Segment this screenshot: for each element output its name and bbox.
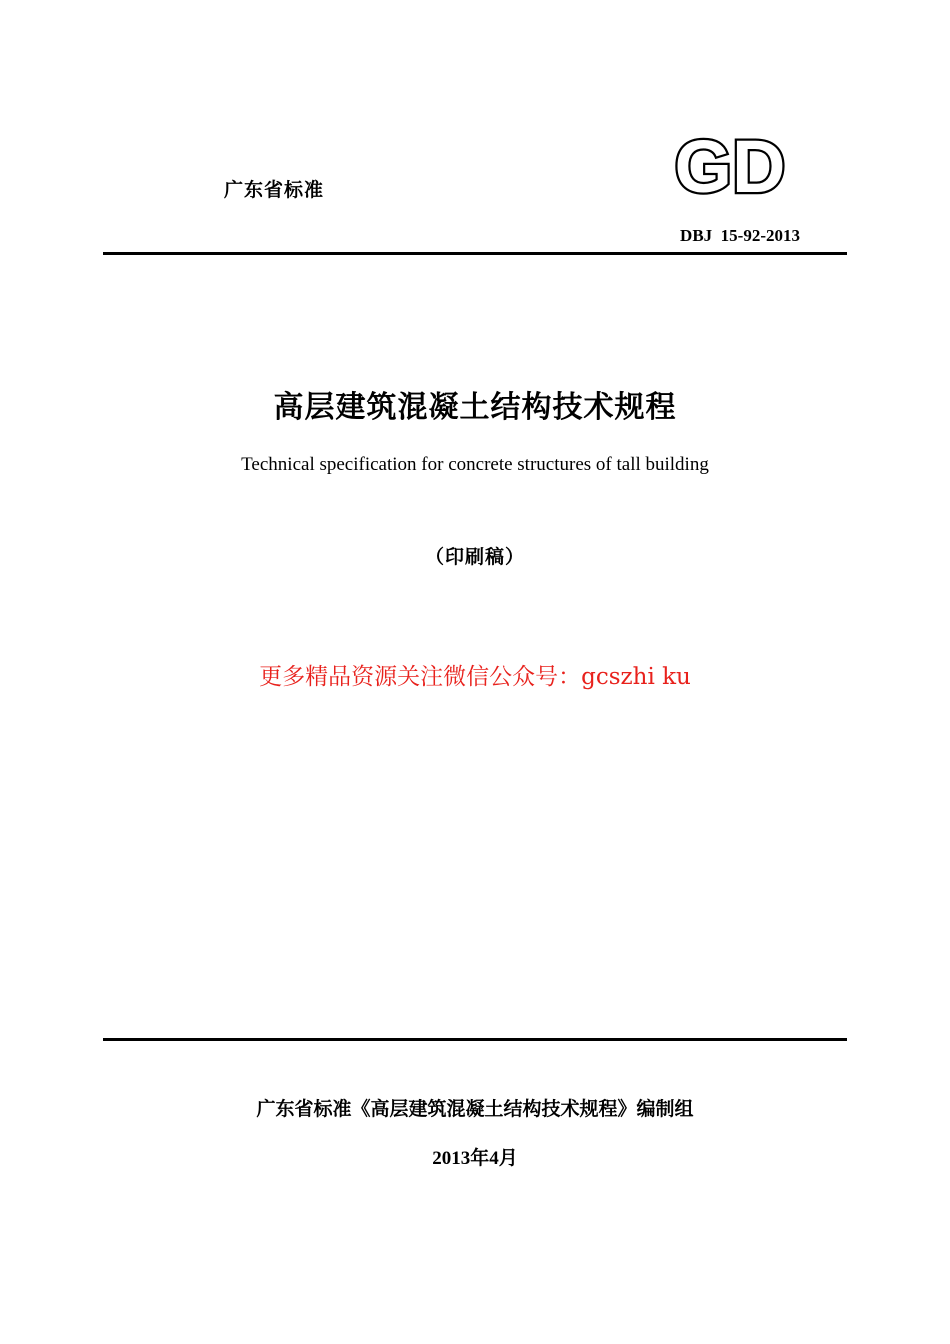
bottom-divider [103,1038,847,1041]
top-divider [103,252,847,255]
gd-logo-text: GD [674,134,786,200]
draft-label: （印刷稿） [424,546,525,568]
compiler-credit: 广东省标准《高层建筑混凝土结构技术规程》编制组 [256,1098,694,1120]
document-title-en: Technical specification for concrete structures of tall building [241,454,709,475]
promo-text: 更多精品资源关注微信公众号：gcszhi ku [259,664,691,690]
publication-date: 2013年4月 [432,1148,518,1169]
standard-code: DBJ 15-92-2013 [680,226,800,245]
gd-logo [666,134,794,200]
province-standard-label: 广东省标准 [224,179,325,201]
document-title-cn: 高层建筑混凝土结构技术规程 [273,390,677,425]
